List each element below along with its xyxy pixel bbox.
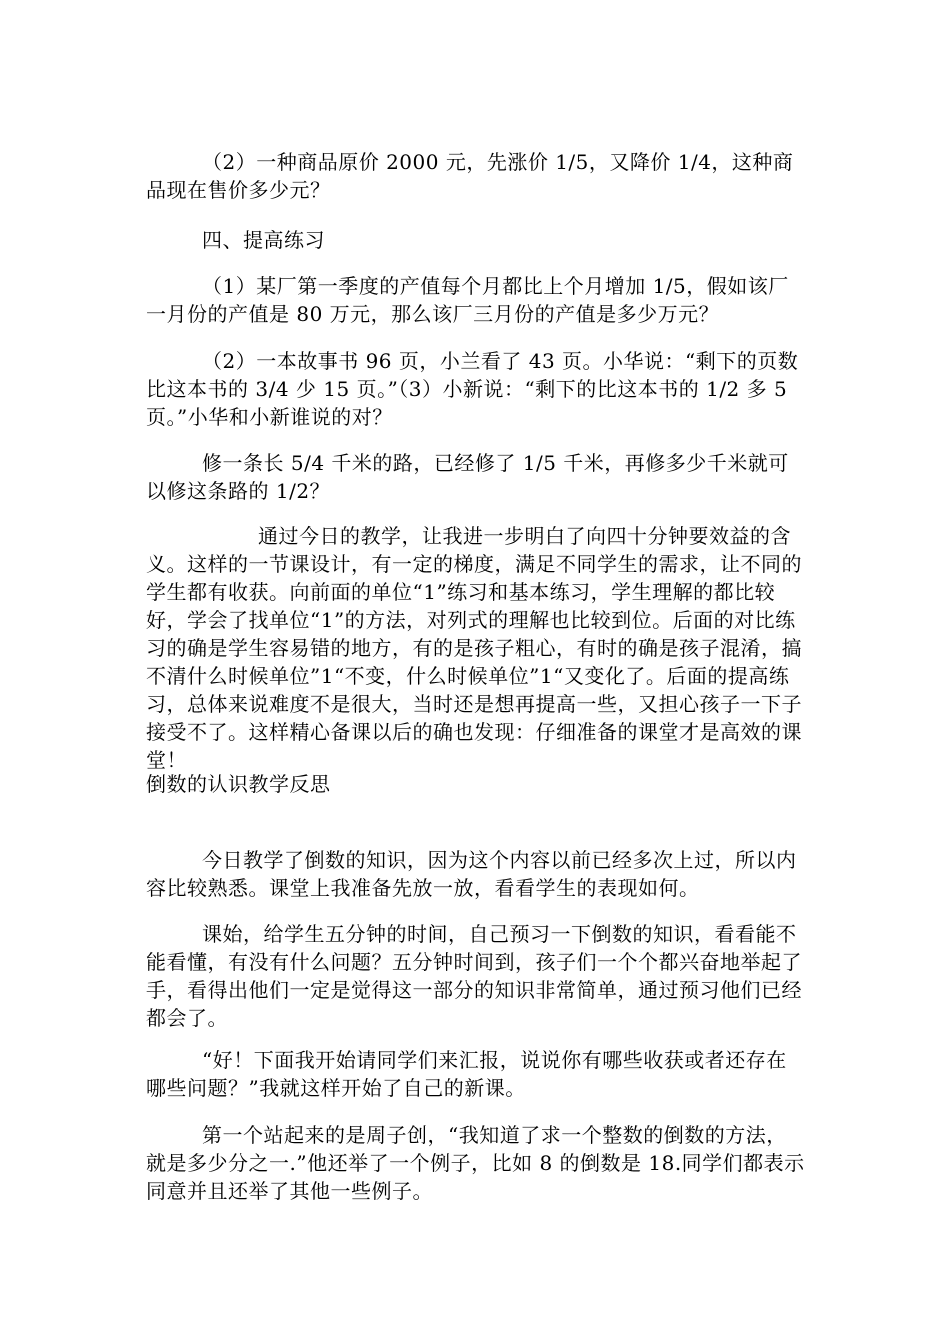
article-paragraph-4: 第一个站起来的是周子创，“我知道了求一个整数的倒数的方法，就是多少分之一.”他还举了一个例子，比如 8 的倒数是 18.同学们都表示同意并且还举了其他一些例子。 [146, 1123, 805, 1203]
practice-question-2: （2）一种商品原价 2000 元，先涨价 1/5，又降价 1/4，这种商品现在售价多少元？ [146, 150, 794, 202]
improve-question-1: （1）某厂第一季度的产值每个月都比上个月增加 1/5，假如该厂一月份的产值是 80 万元，那么该厂三月份的产值是多少万元？ [146, 274, 789, 326]
teaching-reflection: 通过今日的教学，让我进一步明白了向四十分钟要效益的含义。这样的一节课设计，有一定的梯度，满足不同学生的需求，让不同的学生都有收获。向前面的单位“1”练习和基本练习，学生理解的都比较好，学会了找单位“1”的方法，对列式的理解也比较到位。后面的对比练习的确是学生容易错的地方，有的是孩子粗心，有时的确是孩子混淆，搞不清什么时候单位”1“不变，什么时候单位”1“又变化了。后面的提高练习，总体来说难度不是很大，当时还是想再提高一些，又担心孩子一下子接受不了。这样精心备课以后的确也发现：仔细准备的课堂才是高效的课堂！ [146, 524, 802, 772]
section-heading-improve: 四、提高练习 [202, 228, 325, 252]
article-paragraph-1: 今日教学了倒数的知识，因为这个内容以前已经多次上过，所以内容比较熟悉。课堂上我准备先放一放，看看学生的表现如何。 [146, 848, 797, 900]
article-title: 倒数的认识教学反思 [146, 772, 331, 796]
road-problem: 修一条长 5/4 千米的路，已经修了 1/5 千米，再修多少千米就可以修这条路的 1/2？ [146, 451, 789, 503]
improve-question-2: （2）一本故事书 96 页，小兰看了 43 页。小华说：“剩下的页数比这本书的 3/4 少 15 页。”（3）小新说：“剩下的比这本书的 1/2 多 5 页。”小华和小新谁说的对？ [146, 349, 799, 429]
article-paragraph-2: 课始，给学生五分钟的时间，自己预习一下倒数的知识，看看能不能看懂，有没有什么问题？五分钟时间到，孩子们一个个都兴奋地举起了手，看得出他们一定是觉得这一部分的知识非常简单，通过预习他们已经都会了。 [146, 922, 802, 1030]
article-paragraph-3: “好！下面我开始请同学们来汇报，说说你有哪些收获或者还存在哪些问题？”我就这样开始了自己的新课。 [146, 1048, 787, 1100]
